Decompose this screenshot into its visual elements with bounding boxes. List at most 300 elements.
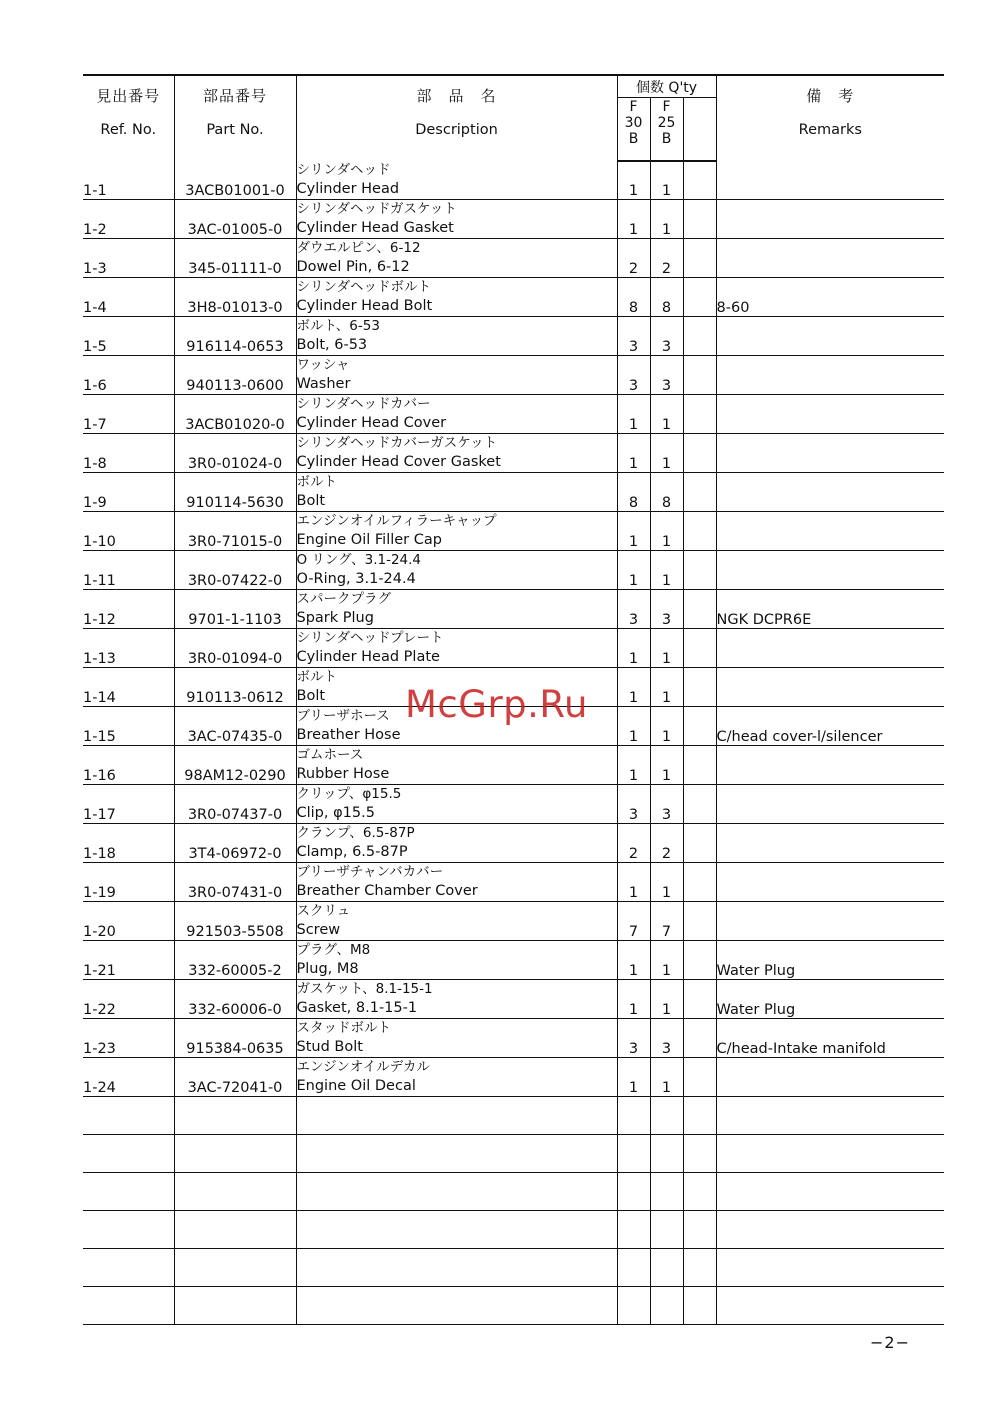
description-jp: スクリュ bbox=[296, 903, 351, 919]
qty-col-f30b-line2: 30 bbox=[624, 115, 643, 132]
description-en: O-Ring, 3.1-24.4 bbox=[296, 571, 416, 587]
ref-no-header-jp: 見出番号 bbox=[96, 87, 161, 105]
description-en: Spark Plug bbox=[296, 610, 374, 626]
ref-no-cell: 1-23 bbox=[83, 1019, 174, 1058]
blank-row bbox=[83, 1173, 944, 1211]
part-no-cell: 3AC-07435-0 bbox=[174, 707, 296, 746]
table-row bbox=[83, 1019, 944, 1058]
remarks-header bbox=[716, 75, 944, 161]
remarks-cell bbox=[716, 746, 944, 785]
ref-no-cell: 1-17 bbox=[83, 785, 174, 824]
ref-no-cell: 1-10 bbox=[83, 512, 174, 551]
description-jp: ブリーザホース bbox=[296, 708, 390, 724]
qty-empty-cell bbox=[683, 1019, 716, 1058]
remarks-cell bbox=[716, 785, 944, 824]
blank-cell bbox=[174, 1249, 296, 1287]
qty-f25b-cell: 3 bbox=[650, 1019, 683, 1058]
qty-f25b-cell: 2 bbox=[650, 239, 683, 278]
ref-no-cell: 1-2 bbox=[83, 200, 174, 239]
description-cell bbox=[296, 200, 617, 239]
description-jp: ボルト bbox=[296, 669, 337, 685]
description-cell bbox=[296, 941, 617, 980]
table-row bbox=[83, 824, 944, 863]
part-no-cell: 3R0-71015-0 bbox=[174, 512, 296, 551]
remarks-header-en: Remarks bbox=[798, 122, 862, 138]
table-row bbox=[83, 1058, 944, 1097]
description-cell bbox=[296, 902, 617, 941]
description-en: Cylinder Head Bolt bbox=[296, 298, 433, 314]
part-no-cell: 3R0-01094-0 bbox=[174, 629, 296, 668]
qty-f30b-cell: 1 bbox=[617, 434, 650, 473]
qty-f25b-cell: 3 bbox=[650, 356, 683, 395]
blank-cell bbox=[296, 1211, 617, 1249]
qty-f30b-cell: 1 bbox=[617, 161, 650, 200]
qty-f30b-cell: 1 bbox=[617, 668, 650, 707]
blank-cell bbox=[83, 1287, 174, 1325]
qty-f30b-cell: 1 bbox=[617, 200, 650, 239]
remarks-cell bbox=[716, 902, 944, 941]
table-row bbox=[83, 317, 944, 356]
part-no-cell: 345-01111-0 bbox=[174, 239, 296, 278]
part-no-cell: 9701-1-1103 bbox=[174, 590, 296, 629]
blank-cell bbox=[296, 1249, 617, 1287]
qty-empty-cell bbox=[683, 512, 716, 551]
qty-header: 個数 Q'ty bbox=[617, 75, 716, 98]
blank-cell bbox=[650, 1097, 683, 1135]
table-row bbox=[83, 239, 944, 278]
description-en: Stud Bolt bbox=[296, 1039, 363, 1055]
blank-cell bbox=[683, 1287, 716, 1325]
description-en: Washer bbox=[296, 376, 351, 392]
description-jp: ブリーザチャンバカバー bbox=[296, 864, 444, 880]
qty-f30b-cell: 3 bbox=[617, 590, 650, 629]
table-row bbox=[83, 200, 944, 239]
qty-f25b-cell: 3 bbox=[650, 785, 683, 824]
description-cell bbox=[296, 980, 617, 1019]
qty-empty-cell bbox=[683, 434, 716, 473]
remarks-cell bbox=[716, 200, 944, 239]
part-no-cell: 910113-0612 bbox=[174, 668, 296, 707]
part-no-cell: 3ACB01001-0 bbox=[174, 161, 296, 200]
part-no-cell: 3R0-07431-0 bbox=[174, 863, 296, 902]
qty-f25b-cell: 1 bbox=[650, 395, 683, 434]
qty-f30b-cell: 2 bbox=[617, 824, 650, 863]
qty-f25b-cell: 1 bbox=[650, 863, 683, 902]
part-no-cell: 3H8-01013-0 bbox=[174, 278, 296, 317]
description-en: Engine Oil Decal bbox=[296, 1078, 416, 1094]
description-en: Dowel Pin, 6-12 bbox=[296, 259, 410, 275]
blank-cell bbox=[617, 1135, 650, 1173]
part-no-header-en: Part No. bbox=[206, 122, 264, 138]
ref-no-cell: 1-24 bbox=[83, 1058, 174, 1097]
description-cell bbox=[296, 278, 617, 317]
qty-f30b-cell: 1 bbox=[617, 980, 650, 1019]
remarks-cell: C/head-Intake manifold bbox=[716, 1019, 944, 1058]
qty-f30b-cell: 8 bbox=[617, 473, 650, 512]
description-jp: ゴムホース bbox=[296, 747, 364, 763]
description-jp: ボルト bbox=[296, 474, 337, 490]
ref-no-cell: 1-5 bbox=[83, 317, 174, 356]
table-row bbox=[83, 512, 944, 551]
qty-f30b-cell: 7 bbox=[617, 902, 650, 941]
blank-cell bbox=[617, 1097, 650, 1135]
parts-table bbox=[83, 74, 944, 1325]
remarks-cell bbox=[716, 434, 944, 473]
table-row bbox=[83, 668, 944, 707]
table-row bbox=[83, 902, 944, 941]
blank-row bbox=[83, 1211, 944, 1249]
blank-cell bbox=[650, 1135, 683, 1173]
description-cell bbox=[296, 395, 617, 434]
description-en: Cylinder Head Plate bbox=[296, 649, 440, 665]
description-en: Screw bbox=[296, 922, 341, 938]
qty-f25b-cell: 1 bbox=[650, 161, 683, 200]
qty-f25b-cell: 1 bbox=[650, 1058, 683, 1097]
qty-f25b-cell: 8 bbox=[650, 473, 683, 512]
description-jp: シリンダヘッドカバーガスケット bbox=[296, 435, 498, 451]
description-jp: ボルト、6-53 bbox=[296, 318, 380, 334]
qty-f25b-cell: 1 bbox=[650, 551, 683, 590]
table-header bbox=[83, 75, 944, 161]
description-cell bbox=[296, 317, 617, 356]
description-en: Clamp, 6.5-87P bbox=[296, 844, 408, 860]
description-cell bbox=[296, 590, 617, 629]
description-en: Engine Oil Filler Cap bbox=[296, 532, 442, 548]
description-jp: シリンダヘッドカバー bbox=[296, 396, 431, 412]
part-no-cell: 98AM12-0290 bbox=[174, 746, 296, 785]
blank-cell bbox=[174, 1211, 296, 1249]
qty-f25b-cell: 1 bbox=[650, 512, 683, 551]
part-no-cell: 921503-5508 bbox=[174, 902, 296, 941]
qty-empty-cell bbox=[683, 161, 716, 200]
blank-cell bbox=[650, 1287, 683, 1325]
watermark: McGrp.Ru bbox=[405, 683, 588, 726]
table-row bbox=[83, 863, 944, 902]
ref-no-cell: 1-16 bbox=[83, 746, 174, 785]
remarks-cell bbox=[716, 161, 944, 200]
description-jp: ダウエルピン、6-12 bbox=[296, 240, 421, 256]
description-cell bbox=[296, 161, 617, 200]
blank-cell bbox=[83, 1211, 174, 1249]
qty-f30b-cell: 1 bbox=[617, 1058, 650, 1097]
blank-row bbox=[83, 1135, 944, 1173]
qty-f30b-cell: 1 bbox=[617, 707, 650, 746]
qty-empty-cell bbox=[683, 824, 716, 863]
description-jp: エンジンオイルデカル bbox=[296, 1059, 430, 1075]
description-jp: シリンダヘッドプレート bbox=[296, 630, 444, 646]
blank-cell bbox=[716, 1097, 944, 1135]
remarks-cell: Water Plug bbox=[716, 941, 944, 980]
qty-empty-cell bbox=[683, 317, 716, 356]
part-no-cell: 910114-5630 bbox=[174, 473, 296, 512]
part-no-cell: 3AC-01005-0 bbox=[174, 200, 296, 239]
qty-empty-cell bbox=[683, 941, 716, 980]
blank-cell bbox=[716, 1173, 944, 1211]
description-jp: クリップ、φ15.5 bbox=[296, 786, 402, 802]
table-row bbox=[83, 356, 944, 395]
part-no-cell: 940113-0600 bbox=[174, 356, 296, 395]
description-cell bbox=[296, 785, 617, 824]
remarks-cell bbox=[716, 629, 944, 668]
qty-empty-cell bbox=[683, 746, 716, 785]
qty-f30b-cell: 1 bbox=[617, 512, 650, 551]
qty-empty-cell bbox=[683, 785, 716, 824]
description-jp: スタッドボルト bbox=[296, 1020, 391, 1036]
part-no-header bbox=[174, 75, 296, 161]
description-jp: シリンダヘッド bbox=[296, 162, 391, 178]
qty-f25b-cell: 1 bbox=[650, 707, 683, 746]
qty-empty-cell bbox=[683, 629, 716, 668]
ref-no-cell: 1-13 bbox=[83, 629, 174, 668]
qty-empty-cell bbox=[683, 668, 716, 707]
table-row bbox=[83, 473, 944, 512]
description-en: Cylinder Head bbox=[296, 181, 400, 197]
blank-cell bbox=[716, 1135, 944, 1173]
blank-cell bbox=[683, 1211, 716, 1249]
remarks-cell: NGK DCPR6E bbox=[716, 590, 944, 629]
blank-row bbox=[83, 1097, 944, 1135]
qty-f30b-cell: 1 bbox=[617, 395, 650, 434]
qty-f30b-cell: 1 bbox=[617, 941, 650, 980]
blank-row bbox=[83, 1287, 944, 1325]
qty-f30b-cell: 3 bbox=[617, 1019, 650, 1058]
qty-f25b-cell: 1 bbox=[650, 746, 683, 785]
qty-col-f25b-line1: F bbox=[662, 99, 671, 116]
blank-cell bbox=[683, 1135, 716, 1173]
table-row bbox=[83, 785, 944, 824]
qty-f25b-cell: 1 bbox=[650, 668, 683, 707]
qty-f30b-cell: 1 bbox=[617, 746, 650, 785]
ref-no-cell: 1-7 bbox=[83, 395, 174, 434]
qty-f25b-cell: 1 bbox=[650, 200, 683, 239]
qty-empty-cell bbox=[683, 980, 716, 1019]
part-no-cell: 3T4-06972-0 bbox=[174, 824, 296, 863]
table-row bbox=[83, 395, 944, 434]
description-cell bbox=[296, 356, 617, 395]
qty-empty-cell bbox=[683, 395, 716, 434]
ref-no-cell: 1-14 bbox=[83, 668, 174, 707]
qty-empty-cell bbox=[683, 590, 716, 629]
ref-no-cell: 1-18 bbox=[83, 824, 174, 863]
description-cell bbox=[296, 707, 617, 746]
qty-f25b-cell: 2 bbox=[650, 824, 683, 863]
description-jp: クランプ、6.5-87P bbox=[296, 825, 415, 841]
description-cell bbox=[296, 239, 617, 278]
qty-empty-cell bbox=[683, 707, 716, 746]
ref-no-cell: 1-4 bbox=[83, 278, 174, 317]
description-en: Cylinder Head Cover bbox=[296, 415, 447, 431]
qty-col-f30b-line3: B bbox=[628, 131, 639, 148]
ref-no-header-en: Ref. No. bbox=[100, 122, 157, 138]
blank-cell bbox=[650, 1211, 683, 1249]
description-cell bbox=[296, 434, 617, 473]
table-row bbox=[83, 161, 944, 200]
qty-f25b-cell: 1 bbox=[650, 629, 683, 668]
description-jp: シリンダヘッドガスケット bbox=[296, 201, 457, 217]
blank-cell bbox=[296, 1287, 617, 1325]
description-header-en: Description bbox=[415, 122, 498, 138]
description-en: Breather Chamber Cover bbox=[296, 883, 478, 899]
qty-col-f30b bbox=[617, 98, 650, 161]
blank-cell bbox=[617, 1211, 650, 1249]
ref-no-cell: 1-6 bbox=[83, 356, 174, 395]
table-row bbox=[83, 941, 944, 980]
qty-f25b-cell: 3 bbox=[650, 590, 683, 629]
ref-no-cell: 1-12 bbox=[83, 590, 174, 629]
description-cell bbox=[296, 629, 617, 668]
description-en: Bolt, 6-53 bbox=[296, 337, 368, 353]
qty-f30b-cell: 2 bbox=[617, 239, 650, 278]
qty-f25b-cell: 1 bbox=[650, 434, 683, 473]
blank-cell bbox=[83, 1173, 174, 1211]
blank-cell bbox=[617, 1173, 650, 1211]
blank-cell bbox=[716, 1211, 944, 1249]
qty-f30b-cell: 1 bbox=[617, 629, 650, 668]
qty-f25b-cell: 1 bbox=[650, 980, 683, 1019]
qty-f30b-cell: 1 bbox=[617, 863, 650, 902]
table-row bbox=[83, 434, 944, 473]
description-en: Clip, φ15.5 bbox=[296, 805, 375, 821]
ref-no-cell: 1-21 bbox=[83, 941, 174, 980]
description-cell bbox=[296, 512, 617, 551]
blank-cell bbox=[683, 1173, 716, 1211]
page-number: −2− bbox=[870, 1333, 910, 1352]
ref-no-cell: 1-1 bbox=[83, 161, 174, 200]
qty-col-f30b-line1: F bbox=[629, 99, 638, 116]
description-cell bbox=[296, 473, 617, 512]
ref-no-cell: 1-20 bbox=[83, 902, 174, 941]
blank-cell bbox=[174, 1135, 296, 1173]
table-row bbox=[83, 707, 944, 746]
table-row bbox=[83, 551, 944, 590]
ref-no-cell: 1-22 bbox=[83, 980, 174, 1019]
description-en: Plug, M8 bbox=[296, 961, 359, 977]
remarks-cell bbox=[716, 239, 944, 278]
ref-no-cell: 1-8 bbox=[83, 434, 174, 473]
table-row bbox=[83, 746, 944, 785]
description-cell bbox=[296, 1019, 617, 1058]
qty-col-empty bbox=[683, 98, 716, 161]
description-cell bbox=[296, 746, 617, 785]
blank-cell bbox=[296, 1097, 617, 1135]
description-header bbox=[296, 75, 617, 161]
description-en: Rubber Hose bbox=[296, 766, 390, 782]
qty-empty-cell bbox=[683, 863, 716, 902]
qty-f30b-cell: 3 bbox=[617, 356, 650, 395]
description-en: Cylinder Head Cover Gasket bbox=[296, 454, 501, 470]
remarks-cell bbox=[716, 512, 944, 551]
description-en: Bolt bbox=[296, 493, 326, 509]
qty-f25b-cell: 7 bbox=[650, 902, 683, 941]
description-cell bbox=[296, 824, 617, 863]
part-no-header-jp: 部品番号 bbox=[202, 87, 267, 105]
remarks-cell bbox=[716, 395, 944, 434]
table-row bbox=[83, 980, 944, 1019]
blank-cell bbox=[650, 1173, 683, 1211]
remarks-cell bbox=[716, 668, 944, 707]
table-row bbox=[83, 278, 944, 317]
description-en: Bolt bbox=[296, 688, 326, 704]
qty-col-f25b bbox=[650, 98, 683, 161]
blank-cell bbox=[174, 1287, 296, 1325]
remarks-cell: C/head cover-l/silencer bbox=[716, 707, 944, 746]
part-no-cell: 915384-0635 bbox=[174, 1019, 296, 1058]
blank-cell bbox=[617, 1287, 650, 1325]
part-no-cell: 3R0-07422-0 bbox=[174, 551, 296, 590]
part-no-cell: 3ACB01020-0 bbox=[174, 395, 296, 434]
ref-no-cell: 1-11 bbox=[83, 551, 174, 590]
qty-f30b-cell: 8 bbox=[617, 278, 650, 317]
part-no-cell: 3R0-01024-0 bbox=[174, 434, 296, 473]
remarks-cell bbox=[716, 473, 944, 512]
remarks-cell bbox=[716, 1058, 944, 1097]
qty-empty-cell bbox=[683, 239, 716, 278]
remarks-header-jp: 備 考 bbox=[806, 87, 855, 105]
description-jp: シリンダヘッドボルト bbox=[296, 279, 431, 295]
qty-empty-cell bbox=[683, 356, 716, 395]
qty-f30b-cell: 1 bbox=[617, 551, 650, 590]
table-row bbox=[83, 629, 944, 668]
blank-cell bbox=[650, 1249, 683, 1287]
description-cell bbox=[296, 863, 617, 902]
qty-empty-cell bbox=[683, 1058, 716, 1097]
remarks-cell: 8-60 bbox=[716, 278, 944, 317]
description-jp: スパークプラグ bbox=[296, 591, 391, 607]
description-en: Breather Hose bbox=[296, 727, 401, 743]
qty-f25b-cell: 3 bbox=[650, 317, 683, 356]
description-cell bbox=[296, 551, 617, 590]
blank-cell bbox=[716, 1249, 944, 1287]
description-jp: ガスケット、8.1-15-1 bbox=[296, 981, 433, 997]
description-jp: O リング、3.1-24.4 bbox=[296, 552, 422, 568]
qty-empty-cell bbox=[683, 200, 716, 239]
qty-empty-cell bbox=[683, 551, 716, 590]
qty-f30b-cell: 3 bbox=[617, 317, 650, 356]
blank-cell bbox=[296, 1173, 617, 1211]
qty-f25b-cell: 8 bbox=[650, 278, 683, 317]
blank-cell bbox=[683, 1097, 716, 1135]
blank-cell bbox=[83, 1097, 174, 1135]
description-jp: エンジンオイルフィラーキャップ bbox=[296, 513, 497, 529]
ref-no-header bbox=[83, 75, 174, 161]
qty-f30b-cell: 3 bbox=[617, 785, 650, 824]
description-cell bbox=[296, 668, 617, 707]
ref-no-cell: 1-3 bbox=[83, 239, 174, 278]
blank-cell bbox=[716, 1287, 944, 1325]
blank-cell bbox=[83, 1249, 174, 1287]
remarks-cell bbox=[716, 551, 944, 590]
part-no-cell: 3R0-07437-0 bbox=[174, 785, 296, 824]
blank-cell bbox=[683, 1249, 716, 1287]
description-en: Gasket, 8.1-15-1 bbox=[296, 1000, 418, 1016]
blank-cell bbox=[296, 1135, 617, 1173]
blank-cell bbox=[617, 1249, 650, 1287]
table-row bbox=[83, 590, 944, 629]
description-cell bbox=[296, 1058, 617, 1097]
remarks-cell bbox=[716, 356, 944, 395]
part-no-cell: 3AC-72041-0 bbox=[174, 1058, 296, 1097]
blank-cell bbox=[83, 1135, 174, 1173]
qty-empty-cell bbox=[683, 902, 716, 941]
table-body bbox=[83, 161, 944, 1325]
ref-no-cell: 1-9 bbox=[83, 473, 174, 512]
remarks-cell bbox=[716, 863, 944, 902]
qty-f25b-cell: 1 bbox=[650, 941, 683, 980]
qty-col-f25b-line2: 25 bbox=[657, 115, 676, 132]
ref-no-cell: 1-19 bbox=[83, 863, 174, 902]
blank-cell bbox=[174, 1173, 296, 1211]
part-no-cell: 332-60005-2 bbox=[174, 941, 296, 980]
